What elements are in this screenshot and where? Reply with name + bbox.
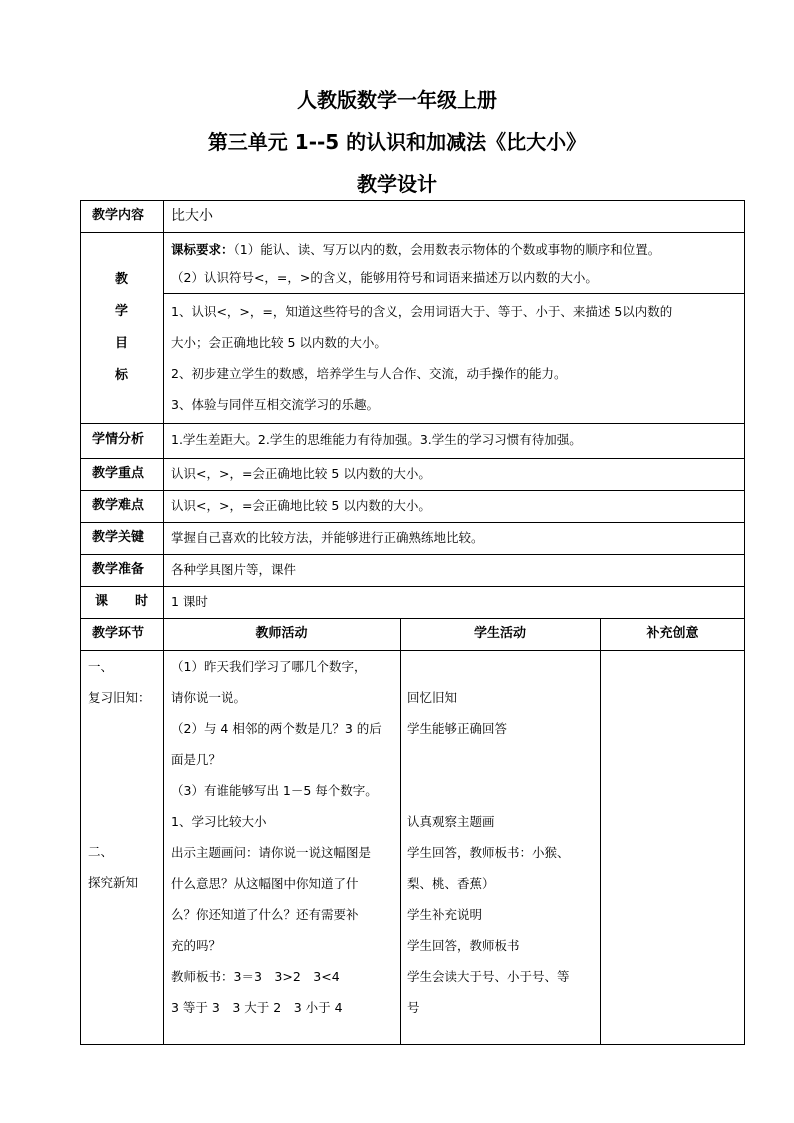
doc-title-2: 第三单元 1--5 的认识和加减法《比大小》 — [207, 130, 587, 154]
goal-1a: 1、认识<，>，=，知道这些符号的含义，会用词语大于、等于、小于、来描述 5以内数的 — [171, 304, 673, 319]
row-divider — [80, 522, 745, 523]
row-divider — [80, 650, 745, 651]
curriculum-standard-line-2: （2）认识符号<，=，>的含义，能够用符号和词语来描述万以内数的大小。 — [171, 270, 598, 285]
teacher-line: 教师板书：3＝3 3>2 3<4 — [171, 969, 340, 984]
doc-title-1: 人教版数学一年级上册 — [297, 88, 497, 112]
row-divider — [80, 458, 745, 459]
objectives-label-char: 教 — [115, 272, 129, 287]
student-line: 学生回答，教师板书：小猴、 — [407, 845, 570, 860]
key-point-label: 教学重点 — [92, 466, 145, 481]
curriculum-standard-text: （1）能认、读、写万以内的数，会用数表示物体的个数或事物的顺序和位置。 — [233, 242, 661, 257]
objectives-label-char: 标 — [115, 368, 129, 383]
student-line: 学生会读大于号、小于号、等 — [407, 969, 570, 984]
col-divider — [163, 200, 164, 1045]
row-divider — [163, 293, 745, 294]
teacher-line: 么？你还知道了什么？还有需要补 — [171, 907, 359, 922]
prep-value: 各种学具图片等，课件 — [171, 562, 297, 577]
teacher-line: （1）昨天我们学习了哪几个数字， — [171, 659, 367, 674]
header-creative: 补充创意 — [646, 626, 699, 641]
goal-3: 3、体验与同伴互相交流学习的乐趣。 — [171, 397, 379, 412]
stage-1-name: 复习旧知： — [88, 690, 151, 705]
teacher-line: （3）有谁能够写出 1－5 每个数字。 — [171, 783, 378, 798]
teacher-line: 3 等于 3 3 大于 2 3 小于 4 — [171, 1000, 343, 1015]
teacher-line: （2）与 4 相邻的两个数是几？3 的后 — [171, 721, 382, 736]
student-line: 认真观察主题画 — [407, 814, 495, 829]
header-student: 学生活动 — [473, 626, 526, 641]
teacher-line: 什么意思？从这幅图中你知道了什 — [171, 876, 359, 891]
row-divider — [80, 490, 745, 491]
student-line: 学生回答，教师板书 — [407, 938, 520, 953]
doc-title-3: 教学设计 — [357, 172, 437, 196]
objectives-label-char: 学 — [115, 304, 129, 319]
stage-2-name: 探究新知 — [88, 875, 139, 890]
objectives-label-char: 目 — [115, 336, 129, 351]
col-divider — [600, 618, 601, 1045]
stage-2-number: 二、 — [88, 844, 114, 859]
analysis-value: 1.学生差距大。2.学生的思维能力有待加强。3.学生的学习习惯有待加强。 — [171, 432, 582, 447]
teacher-line: 请你说一说。 — [171, 690, 247, 705]
period-value: 1 课时 — [171, 594, 208, 609]
difficult-point-label: 教学难点 — [92, 498, 145, 513]
prep-label: 教学准备 — [92, 562, 145, 577]
goal-2: 2、初步建立学生的数感，培养学生与人合作、交流，动手操作的能力。 — [171, 366, 567, 381]
content-label: 教学内容 — [92, 208, 145, 223]
teacher-line: 出示主题画问：请你说一说这幅图是 — [171, 845, 372, 860]
header-stage: 教学环节 — [92, 626, 145, 641]
header-teacher: 教师活动 — [255, 626, 308, 641]
difficult-point-value: 认识<，>，=会正确地比较 5 以内数的大小。 — [171, 498, 431, 513]
teacher-line: 面是几？ — [171, 752, 222, 767]
row-divider — [80, 423, 745, 424]
crux-value: 掌握自己喜欢的比较方法，并能够进行正确熟练地比较。 — [171, 530, 484, 545]
stage-1-number: 一、 — [88, 659, 114, 674]
analysis-label: 学情分析 — [92, 432, 145, 447]
student-line: 回忆旧知 — [407, 690, 458, 705]
row-divider — [80, 586, 745, 587]
curriculum-standard-label: 课标要求： — [171, 242, 234, 257]
crux-label: 教学关键 — [92, 530, 145, 545]
goal-1b: 大小；会正确地比较 5 以内数的大小。 — [171, 335, 387, 350]
row-divider — [80, 554, 745, 555]
content-value: 比大小 — [171, 208, 213, 224]
teacher-line: 充的吗？ — [171, 938, 222, 953]
student-line: 梨、桃、香蕉） — [407, 876, 495, 891]
row-divider — [80, 618, 745, 619]
row-divider — [80, 232, 745, 233]
student-line: 学生能够正确回答 — [407, 721, 508, 736]
period-label-b: 时 — [135, 594, 149, 609]
col-divider — [400, 618, 401, 1045]
period-label-a: 课 — [95, 594, 109, 609]
student-line: 学生补充说明 — [407, 907, 483, 922]
student-line: 号 — [407, 1000, 420, 1015]
key-point-value: 认识<，>，=会正确地比较 5 以内数的大小。 — [171, 466, 431, 481]
teacher-line: 1、学习比较大小 — [171, 814, 267, 829]
curriculum-standard-line-1 — [171, 240, 660, 260]
